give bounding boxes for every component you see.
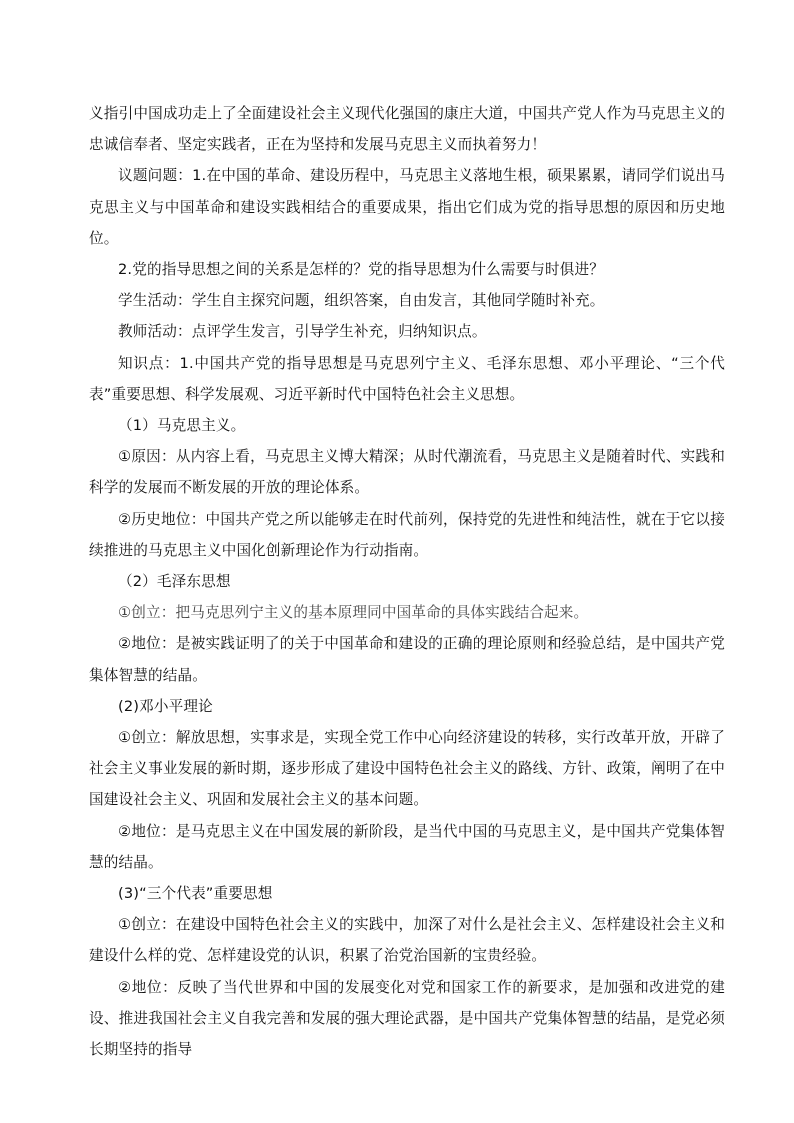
paragraph-mao-founding: ①创立：把马克思列宁主义的基本原理同中国革命的具体实践结合起来。 xyxy=(118,604,589,622)
paragraph-student-activity: 学生活动：学生自主探究问题，组织答案，自由发言，其他同学随时补充。 xyxy=(118,292,605,310)
heading-marxism: （1）马克思主义。 xyxy=(118,417,246,435)
heading-deng-theory: (2)邓小平理论 xyxy=(118,697,213,715)
heading-three-represents: (3)“三个代表”重要思想 xyxy=(118,885,273,903)
paragraph-marxism-reason: ①原因：从内容上看，马克思主义博大精深；从时代潮流看，马克思主义是随着时代、实践和科学的发展而不断发展的开放的理论体系。 xyxy=(89,448,725,497)
paragraph-mao-status: ②地位：是被实践证明了的关于中国革命和建设的正确的理论原则和经验总结，是中国共产党集体智慧的结晶。 xyxy=(89,635,725,684)
paragraph-continuation: 义指引中国成功走上了全面建设社会主义现代化强国的康庄大道，中国共产党人作为马克思主义的忠诚信奉者、坚定实践者，正在为坚持和发展马克思主义而执着努力！ xyxy=(89,105,725,154)
paragraph-deng-founding: ①创立：解放思想，实事求是，实现全党工作中心向经济建设的转移，实行改革开放，开辟了社会主义事业发展的新时期，逐步形成了建设中国特色社会主义的路线、方针、政策，阐明了在中国建设社会主义、巩固和发展社会主义的基本问题。 xyxy=(89,729,725,809)
document-page xyxy=(89,98,725,1065)
paragraph-issue-question-2: 2.党的指导思想之间的关系是怎样的？党的指导思想为什么需要与时俱进？ xyxy=(118,261,605,279)
paragraph-marxism-status: ②历史地位：中国共产党之所以能够走在时代前列，保持党的先进性和纯洁性，就在于它以接续推进的马克思主义中国化创新理论作为行动指南。 xyxy=(89,510,725,559)
paragraph-three-represents-status: ②地位：反映了当代世界和中国的发展变化对党和国家工作的新要求，是加强和改进党的建设、推进我国社会主义自我完善和发展的强大理论武器，是中国共产党集体智慧的结晶，是党必须长期坚持的指导 xyxy=(89,978,725,1059)
heading-mao-thought: （2）毛泽东思想 xyxy=(118,573,231,591)
paragraph-three-represents-founding: ①创立：在建设中国特色社会主义的实践中，加深了对什么是社会主义、怎样建设社会主义和建设什么样的党、怎样建设党的认识，积累了治党治国新的宝贵经验。 xyxy=(89,916,725,965)
paragraph-knowledge-point: 知识点：1.中国共产党的指导思想是马克思列宁主义、毛泽东思想、邓小平理论、“三个代表”重要思想、科学发展观、习近平新时代中国特色社会主义思想。 xyxy=(89,354,725,403)
paragraph-teacher-activity: 教师活动：点评学生发言，引导学生补充，归纳知识点。 xyxy=(118,323,487,341)
paragraph-deng-status: ②地位：是马克思主义在中国发展的新阶段，是当代中国的马克思主义，是中国共产党集体智慧的结晶。 xyxy=(89,822,725,871)
paragraph-issue-question-1: 议题问题：1.在中国的革命、建设历程中，马克思主义落地生根，硕果累累，请同学们说出马克思主义与中国革命和建设实践相结合的重要成果，指出它们成为党的指导思想的原因和历史地位。 xyxy=(89,167,725,247)
